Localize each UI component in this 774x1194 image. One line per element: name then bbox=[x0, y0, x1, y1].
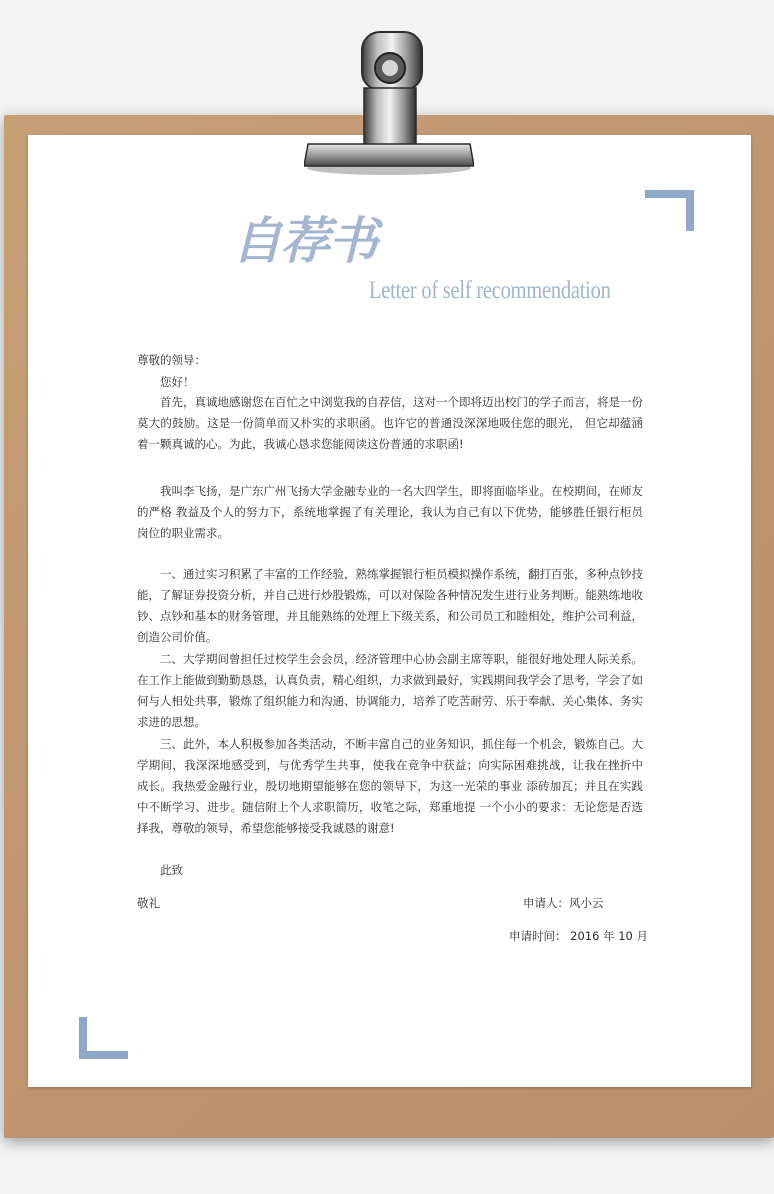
title-english: Letter of self recommendation bbox=[369, 277, 611, 304]
title-chinese: 自荐书 bbox=[232, 211, 376, 270]
salutation: 尊敬的领导： bbox=[137, 353, 206, 367]
paragraph-self-intro: 我叫李飞扬，是广东广州飞扬大学金融专业的一名大四学生，即将面临毕业。在校期间，在师友的严格 教益及个人的努力下，系统地掌握了有关理论，我认为自己有以下优势，能够胜任银行柜员岗位的职业需求。 bbox=[137, 484, 643, 540]
paragraph-intro: 首先，真诚地感谢您在百忙之中浏览我的自荐信，这对一个即将迈出校门的学子而言，将是一份莫大的鼓励。这是一份简单而又朴实的求职函。也许它的普通没深深地吸住您的眼光， 但它却蕴涵着一颗真诚的心。为此，我诚心恳求您能阅读这份普通的求职函! bbox=[137, 395, 643, 451]
closing-cizhi: 此致 bbox=[160, 863, 183, 877]
binder-clip-icon bbox=[304, 28, 474, 176]
applicant-name: 申请人：风小云 bbox=[523, 896, 604, 910]
greeting: 您好！ bbox=[160, 375, 195, 389]
application-date: 申请时间： 2016 年 10 月 bbox=[509, 929, 649, 943]
paragraph-strength-1: 一、通过实习积累了丰富的工作经验，熟练掌握银行柜员模拟操作系统，翻打百张，多种点钞技能，了解证券投资分析，并自己进行炒股锻炼，可以对保险各种情况发生进行业务判断。能熟练地收钞、点钞和基本的财务管理，并且能熟练的处理上下级关系，和公司员工和睦相处，维护公司利益，创造公司价值。 bbox=[137, 567, 643, 644]
corner-bracket-bottom-left bbox=[79, 1017, 128, 1059]
paragraph-strength-3: 三、此外，本人积极参加各类活动，不断丰富自己的业务知识，抓住每一个机会，锻炼自己。大学期间，我深深地感受到，与优秀学生共事，使我在竞争中获益；向实际困难挑战，让我在挫折中 成长。我热爱金融行业，殷切地期望能够在您的领导下，为这一光荣的事业 添砖加瓦；并且在实践中不断学习、进步。随信附上个人求职简历，收笔之际，郑重地提 一个小小的要求：无论您是否选择我，尊敬的领导，希望您能够接受我诚恳的谢意! bbox=[137, 737, 643, 835]
corner-bracket-top-right bbox=[645, 190, 694, 231]
closing-jingli: 敬礼 bbox=[137, 896, 160, 910]
paragraph-strength-2: 二、大学期间曾担任过校学生会会员，经济管理中心协会副主席等职，能很好地处理人际关系。在工作上能做到勤勤恳恳，认真负责，精心组织，力求做到最好，实践期间我学会了思考，学会了如何与人相处共事，锻炼了组织能力和沟通、协调能力，培养了吃苦耐劳、乐于奉献、关心集体、务实求进的思想。 bbox=[137, 652, 643, 729]
